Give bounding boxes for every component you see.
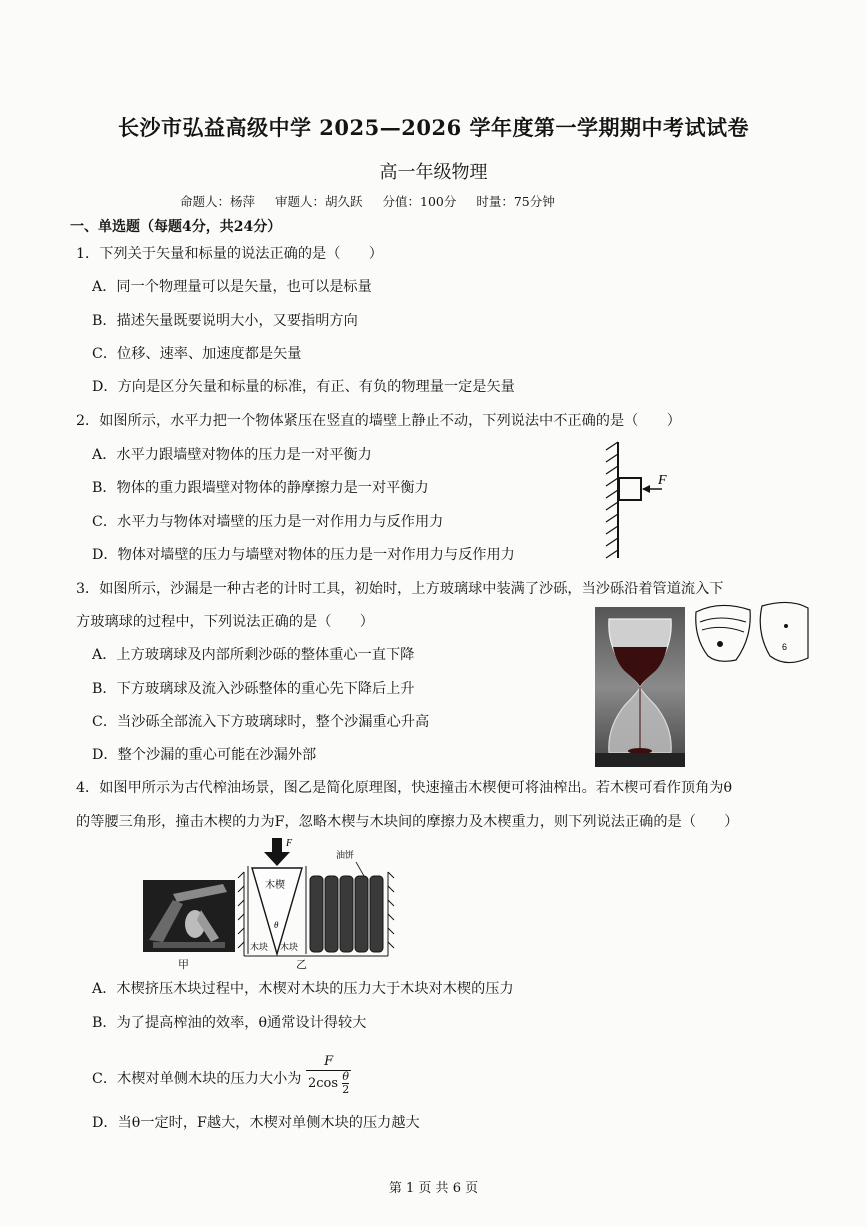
svg-text:6: 6	[782, 642, 788, 652]
block-left-label: 木块	[250, 943, 269, 953]
meta-score: 分值：100分	[382, 194, 457, 209]
oil-cake-label: 油饼	[336, 851, 355, 861]
q4-option-a: A．木楔挤压木块过程中，木楔对木块的压力大于木块对木楔的压力	[92, 981, 514, 997]
q2-stem: 2．如图所示，水平力把一个物体紧压在竖直的墙壁上静止不动，下列说法中不正确的是（ ）	[76, 413, 681, 429]
fig-label-yi: 乙	[296, 958, 307, 971]
q1-option-a: A．同一个物理量可以是矢量，也可以是标量	[92, 279, 372, 295]
oil-cake	[310, 876, 323, 952]
block-right-label: 木块	[280, 943, 299, 953]
wall-block-figure	[596, 440, 686, 560]
oil-press-photo	[143, 880, 235, 952]
q4-option-c	[92, 1054, 351, 1096]
q4-stem-line2: 的等腰三角形，撞击木楔的力为F，忽略木楔与木块间的摩擦力及木楔重力，则下列说法正确的是（ ）	[76, 814, 739, 830]
oil-cake	[355, 876, 368, 952]
q1-stem: 1．下列关于矢量和标量的说法正确的是（ ）	[76, 246, 383, 262]
formula-numerator: F	[306, 1054, 351, 1071]
force-label-f-wedge: F	[286, 838, 293, 849]
formula-two: 2	[342, 1083, 350, 1096]
q3-option-d: D．整个沙漏的重心可能在沙漏外部	[92, 747, 317, 763]
wedge-schematic	[236, 836, 396, 958]
oil-cake	[340, 876, 353, 952]
exam-meta	[180, 192, 571, 210]
section-heading: 一、单选题（每题4分，共24分）	[70, 219, 282, 235]
q1-option-b: B．描述矢量既要说明大小，又要指明方向	[92, 313, 358, 329]
hourglass-photo	[595, 607, 685, 767]
q4-option-d: D．当θ一定时，F越大，木楔对单侧木块的压力越大	[92, 1115, 420, 1131]
formula-coef: 2cos	[308, 1076, 339, 1091]
exam-subtitle: 高一年级物理	[379, 162, 488, 183]
q2-option-a: A．水平力跟墙壁对物体的压力是一对平衡力	[92, 447, 372, 463]
theta-label: θ	[274, 920, 279, 930]
q3-stem-line2: 方玻璃球的过程中，下列说法正确的是（ ）	[76, 614, 374, 630]
meta-time: 时量：75分钟	[476, 194, 555, 209]
force-formula	[306, 1054, 351, 1096]
oil-cake	[370, 876, 383, 952]
q1-option-c: C．位移、速率、加速度都是矢量	[92, 346, 302, 362]
q3-stem-line1: 3．如图所示，沙漏是一种古老的计时工具，初始时，上方玻璃球中装满了沙砾，当沙砾沿着管道流入下	[76, 581, 724, 597]
fig-label-jia: 甲	[178, 958, 189, 971]
q2-option-b: B．物体的重力跟墙壁对物体的静摩擦力是一对平衡力	[92, 480, 429, 496]
q4-option-c-text: C．木楔对单侧木块的压力大小为	[92, 1071, 302, 1087]
q2-option-d: D．物体对墙壁的压力与墙壁对物体的压力是一对作用力与反作用力	[92, 547, 515, 563]
q3-option-b: B．下方玻璃球及流入沙砾整体的重心先下降后上升	[92, 681, 415, 697]
meta-author: 命题人：杨萍	[180, 194, 256, 209]
q2-option-c: C．水平力与物体对墙壁的压力是一对作用力与反作用力	[92, 514, 444, 530]
q3-option-a: A．上方玻璃球及内部所剩沙砾的整体重心一直下降	[92, 647, 415, 663]
hourglass-sketches	[690, 598, 810, 668]
q4-stem-line1: 4．如图甲所示为古代榨油场景，图乙是简化原理图，快速撞击木楔便可将油榨出。若木楔可看作顶角为θ	[76, 780, 733, 796]
formula-theta: θ	[342, 1070, 350, 1083]
q3-option-c: C．当沙砾全部流入下方玻璃球时，整个沙漏重心升高	[92, 714, 430, 730]
meta-reviewer: 审题人：胡久跃	[275, 194, 363, 209]
force-label-f: F	[658, 473, 667, 488]
q4-option-b: B．为了提高榨油的效率，θ通常设计得较大	[92, 1015, 367, 1031]
q1-option-d: D．方向是区分矢量和标量的标准，有正、有负的物理量一定是矢量	[92, 379, 515, 395]
oil-cake	[325, 876, 338, 952]
exam-title: 长沙市弘益高级中学 2025—2026 学年度第一学期期中考试试卷	[117, 115, 749, 140]
block-shape	[619, 478, 641, 500]
page-footer: 第 1 页 共 6 页	[388, 1181, 479, 1196]
wedge-label: 木楔	[265, 880, 285, 891]
